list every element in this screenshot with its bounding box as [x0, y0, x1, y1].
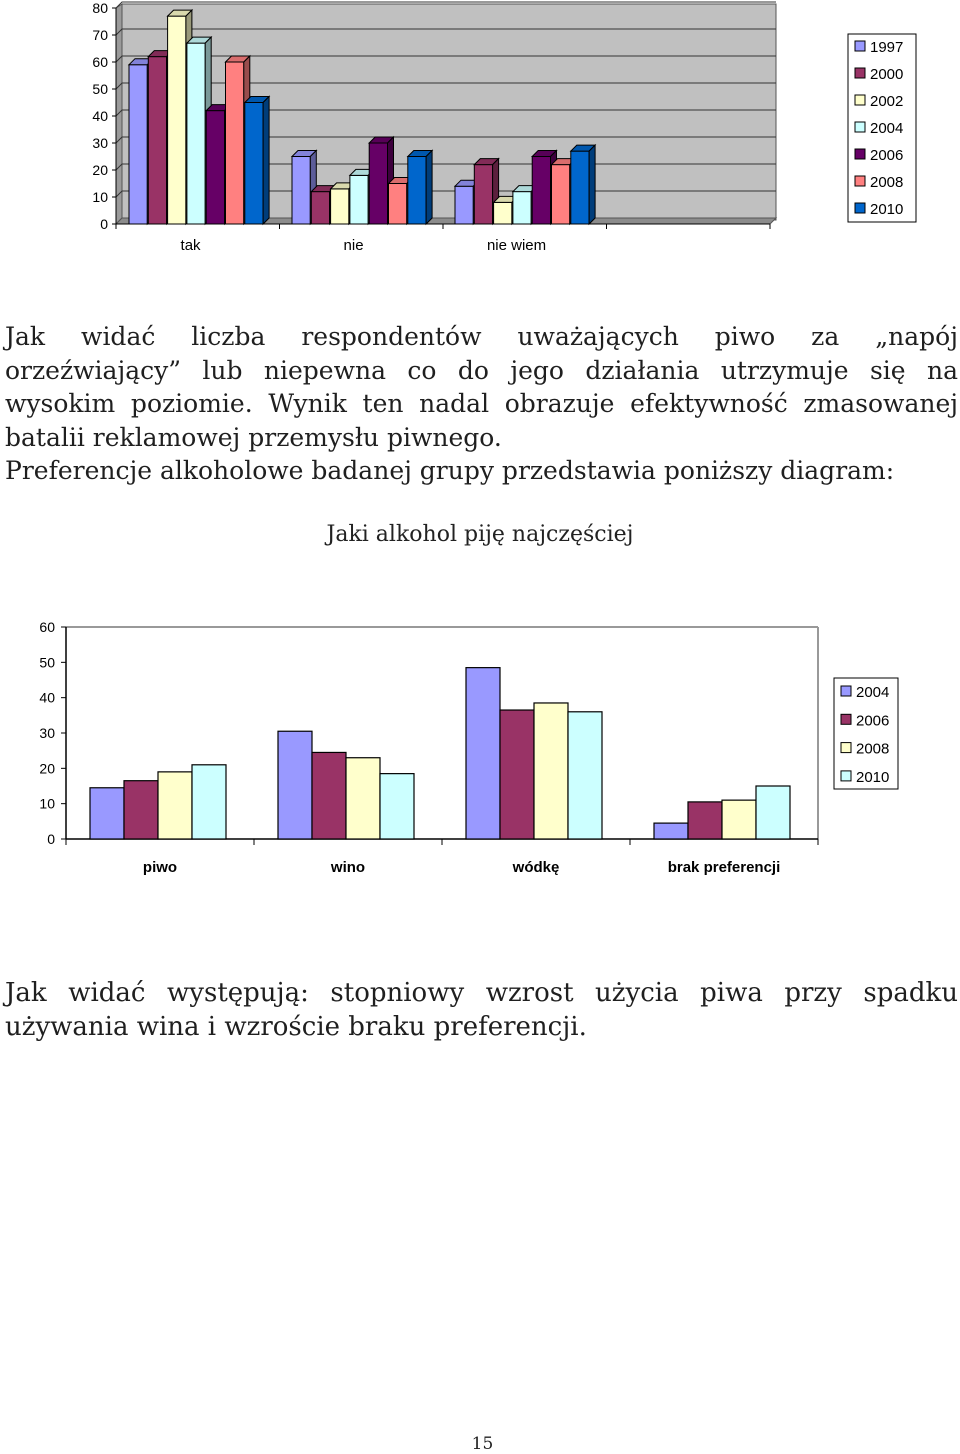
legend-swatch: [841, 686, 851, 696]
bar: [124, 781, 158, 839]
legend-swatch: [855, 203, 865, 213]
chart-2-title: Jaki alkohol piję najczęściej: [326, 522, 634, 547]
paragraph-2-line: używania wina i wzroście braku preferencji.: [5, 1012, 587, 1042]
legend-swatch: [855, 95, 865, 105]
bar-side: [263, 97, 269, 225]
y-tick-label: 20: [92, 162, 108, 178]
chart-2: [0, 580, 960, 900]
bar-front: [494, 202, 512, 224]
bar: [534, 703, 568, 839]
bar-front: [350, 175, 368, 224]
bar: [756, 786, 790, 839]
bar-front: [245, 103, 263, 225]
bar-front: [168, 16, 186, 224]
paragraph-1-line: batalii reklamowej przemysłu piwnego.: [5, 422, 502, 452]
x-category-label: brak preferencji: [667, 859, 781, 876]
bar-front: [513, 192, 531, 224]
bar: [158, 772, 192, 839]
y-tick-label: 50: [92, 81, 108, 97]
legend-swatch: [855, 68, 865, 78]
bar-front: [552, 165, 570, 224]
bar: [346, 758, 380, 839]
bar: [90, 788, 124, 839]
bar-front: [292, 157, 310, 225]
bar: [380, 774, 414, 839]
legend-label: 2000: [870, 66, 904, 83]
bar: [278, 731, 312, 839]
bar: [245, 97, 269, 225]
legend-label: 2002: [870, 93, 904, 110]
y-tick-label: 30: [39, 725, 55, 741]
x-category-label: wino: [330, 859, 366, 876]
legend-swatch: [855, 122, 865, 132]
bar: [500, 710, 534, 839]
chart-1: [0, 0, 960, 270]
paragraph-2-line: Jak widać występują: stopniowy wzrost użycia piwa przy spadku: [5, 978, 958, 1008]
y-tick-label: 0: [100, 216, 108, 232]
bar-front: [389, 184, 407, 225]
bar-front: [331, 189, 349, 224]
legend-swatch: [855, 149, 865, 159]
bar: [408, 151, 432, 225]
legend-label: 2010: [856, 768, 890, 786]
y-tick-label: 20: [39, 760, 55, 777]
legend-swatch: [855, 176, 865, 186]
bar: [571, 145, 595, 224]
legend-label: 2004: [870, 120, 904, 137]
bar-front: [455, 186, 473, 224]
paragraph-1-line: Preferencje alkoholowe badanej grupy przedstawia poniższy diagram:: [5, 456, 895, 485]
legend: [848, 34, 916, 222]
bar: [688, 802, 722, 839]
plot-side-wall: [116, 4, 122, 224]
bar-front: [408, 157, 426, 225]
x-category-label: tak: [180, 237, 201, 254]
bar-side: [426, 151, 432, 225]
bar: [466, 668, 500, 839]
y-tick-label: 10: [92, 189, 108, 205]
x-category-label: wódkę: [512, 859, 560, 876]
y-tick-label: 0: [47, 831, 55, 847]
bar: [722, 800, 756, 839]
bar-front: [206, 111, 224, 224]
paragraph-1-line: Jak widać liczba respondentów uważających piwo za „napój: [5, 322, 958, 351]
legend-label: 2010: [870, 201, 904, 218]
bar-front: [129, 65, 147, 224]
y-tick-label: 50: [39, 654, 55, 671]
paragraph-1-line: orzeźwiający” lub niepewna co do jego działania utrzymuje się na: [5, 355, 958, 385]
bar: [654, 823, 688, 839]
legend-label: 2006: [870, 147, 904, 164]
bar-front: [532, 157, 550, 225]
legend-swatch: [841, 771, 851, 781]
y-tick-label: 60: [39, 619, 55, 635]
legend-label: 1997: [870, 39, 904, 56]
x-category-label: nie wiem: [486, 237, 547, 254]
x-category-label: nie: [343, 237, 364, 254]
y-tick-label: 60: [92, 54, 108, 70]
bar-front: [369, 143, 387, 224]
bar: [312, 752, 346, 839]
bar-front: [571, 151, 589, 224]
page-number: 15: [471, 1434, 494, 1454]
y-tick-label: 40: [39, 689, 55, 706]
legend-swatch: [855, 41, 865, 51]
bar-front: [226, 62, 244, 224]
y-tick-label: 30: [92, 135, 108, 151]
bar-side: [589, 145, 595, 224]
legend-label: 2006: [856, 712, 890, 730]
paragraph-2: [5, 976, 958, 1044]
x-category-label: piwo: [142, 859, 178, 876]
paragraph-1-line: wysokim poziomie. Wynik ten nadal obrazuje efektywność zmasowanej: [5, 389, 958, 418]
y-tick-label: 70: [92, 27, 108, 43]
bar-front: [474, 165, 492, 224]
bar: [568, 712, 602, 839]
y-tick-label: 80: [92, 0, 108, 16]
bar-front: [311, 192, 329, 224]
bar-front: [187, 43, 205, 224]
paragraph-1: [5, 320, 958, 488]
bar-front: [148, 57, 166, 224]
legend-swatch: [841, 743, 851, 753]
y-tick-label: 10: [39, 795, 55, 812]
legend-label: 2008: [870, 174, 904, 191]
legend-swatch: [841, 714, 851, 724]
bar: [192, 765, 226, 839]
legend-label: 2008: [856, 740, 890, 758]
y-tick-label: 40: [92, 108, 108, 124]
legend: [834, 678, 898, 789]
legend-label: 2004: [856, 684, 890, 701]
